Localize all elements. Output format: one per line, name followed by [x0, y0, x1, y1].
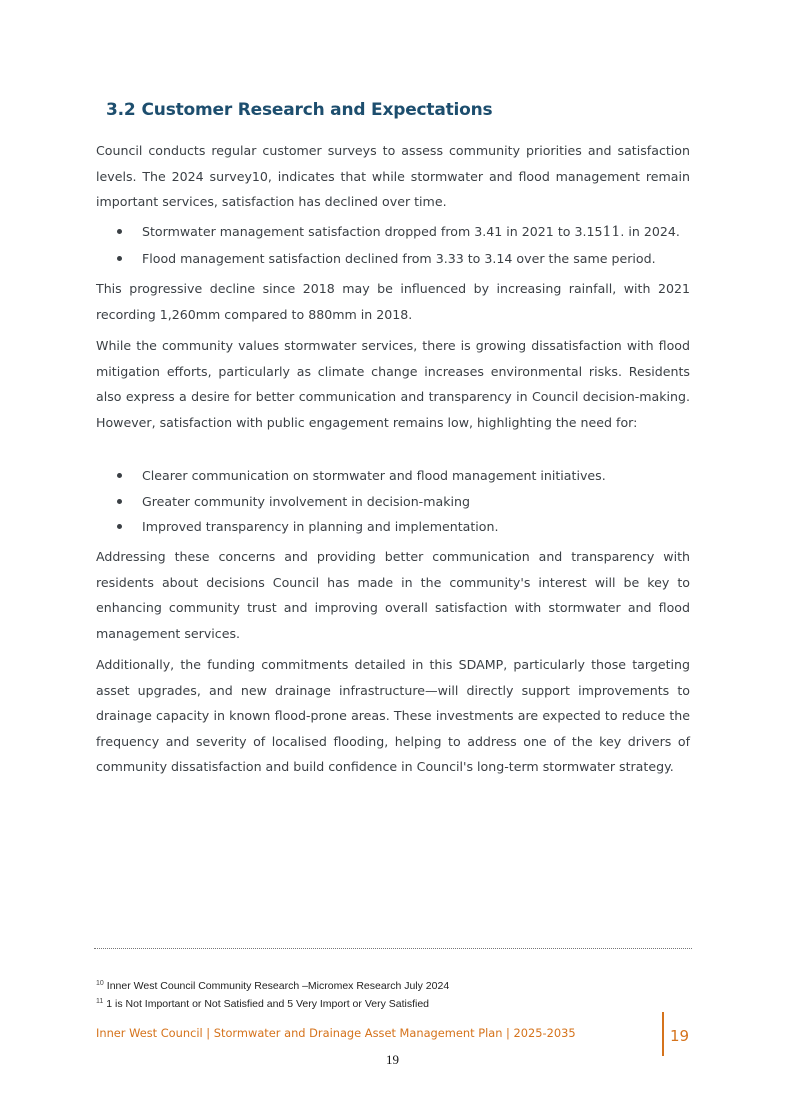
- bullet-icon: [117, 229, 122, 234]
- page-number: 19: [386, 1052, 399, 1067]
- footnote-reference[interactable]: 11: [602, 224, 621, 240]
- section-heading: [106, 100, 492, 120]
- footnote-text: 1 is Not Important or Not Satisfied and 5 Very Import or Very Satisfied: [106, 998, 430, 1010]
- paragraph-dissatisfaction: While the community values stormwater services, there is growing dissatisfaction with flood mitigation efforts, particularly as climate change increases environmental risks. Residents also express a desire for better communication and transparency in Council decision-making. However, satisfaction with public engagement remains low, highlighting the need for:: [96, 338, 690, 430]
- bullet-text: Stormwater management satisfaction dropped from 3.41 in 2021 to 3.15: [142, 224, 603, 239]
- bullet-text: Clearer communication on stormwater and flood management initiatives.: [142, 468, 606, 483]
- bullet-text: Greater community involvement in decision-making: [142, 493, 470, 509]
- bullet-text-end: . in 2024.: [620, 224, 680, 239]
- list-item: [96, 514, 690, 540]
- footer-page-number: 19: [670, 1027, 690, 1045]
- footnote-text: Inner West Council Community Research –Micromex Research July 2024: [106, 980, 450, 992]
- paragraph-addressing-concerns: Addressing these concerns and providing better communication and transparency with residents about decisions Council has made in the community's interest will be key to enhancing community trust and improving overall satisfaction with stormwater and flood management services.: [96, 549, 690, 641]
- footnote-item: [96, 976, 449, 994]
- paragraph-funding-commitments: Additionally, the funding commitments detailed in this SDAMP, particularly those targeting asset upgrades, and new drainage infrastructure—will directly support improvements to drainage capacity in known flood-prone areas. These investments are expected to reduce the frequency and severity of localised flooding, helping to address one of the key drivers of community dissatisfaction and build confidence in Council's long-term stormwater strategy.: [96, 657, 690, 774]
- bullet-text: Improved transparency in planning and implementation.: [142, 519, 499, 534]
- list-item: [96, 489, 690, 515]
- footnote-divider: [94, 948, 692, 949]
- footnote-number: 11: [96, 998, 104, 1005]
- satisfaction-bullet-list: [96, 219, 690, 271]
- footnote-number: 10: [96, 980, 104, 987]
- footnotes: [96, 976, 449, 1012]
- footnote-item: [96, 994, 449, 1012]
- bullet-icon: [117, 524, 122, 529]
- bullet-icon: [117, 256, 122, 261]
- bullet-icon: [117, 473, 122, 478]
- needs-bullet-list: [96, 463, 690, 540]
- bullet-icon: [117, 499, 122, 504]
- list-item: [96, 246, 690, 272]
- paragraph-survey-intro: Council conducts regular customer surveys to assess community priorities and satisfaction levels. The 2024 survey10, indicates that while stormwater and flood management remain important services, satisfaction has declined over time.: [96, 143, 690, 209]
- footer-divider: [662, 1012, 664, 1056]
- list-item: [96, 463, 690, 489]
- section-number: 3.2: [106, 100, 136, 120]
- section-title: Customer Research and Expectations: [141, 100, 493, 120]
- footer-document-title: Inner West Council | Stormwater and Drainage Asset Management Plan | 2025-2035: [96, 1026, 576, 1040]
- paragraph-rainfall: This progressive decline since 2018 may be influenced by increasing rainfall, with 2021 recording 1,260mm compared to 880mm in 2018.: [96, 281, 690, 322]
- list-item: [96, 219, 690, 246]
- bullet-text: Flood management satisfaction declined from 3.33 to 3.14 over the same period.: [142, 250, 656, 266]
